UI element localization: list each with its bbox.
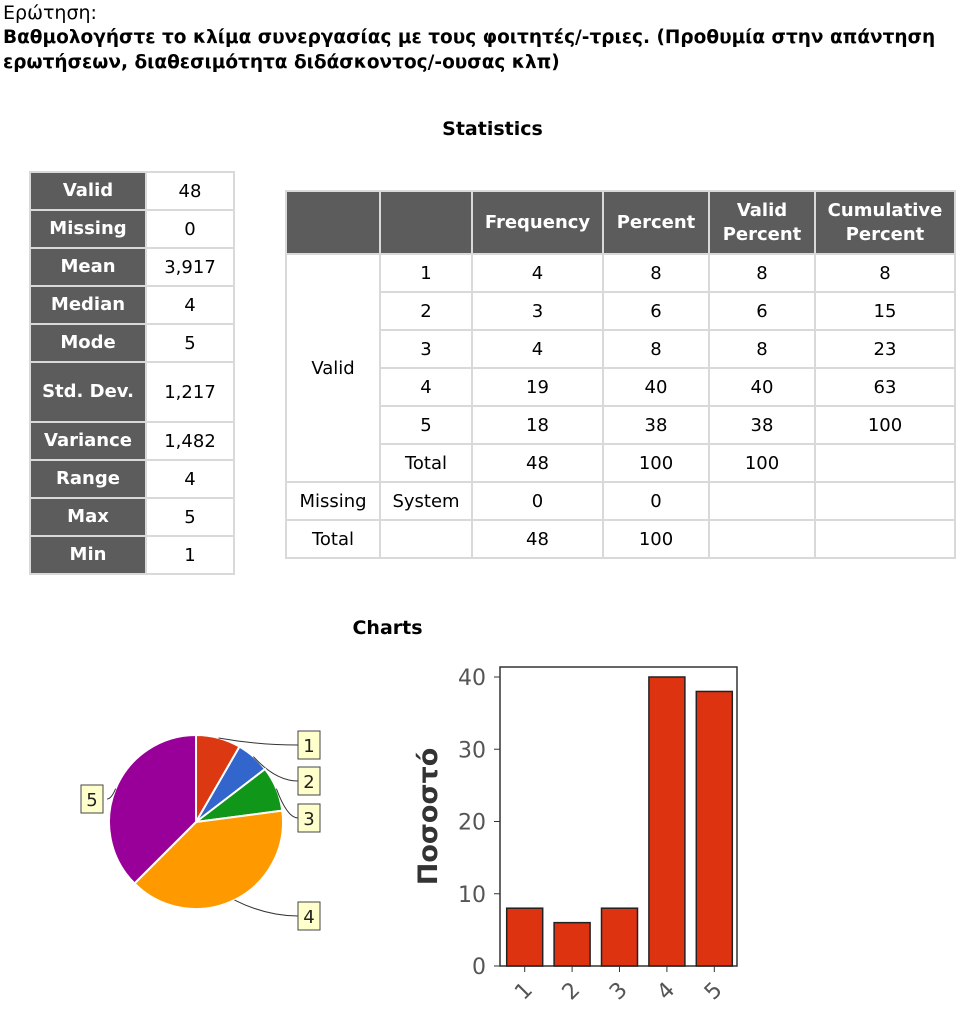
statistics-row — [30, 286, 234, 324]
frequency-header-valid-percent: Valid Percent — [709, 191, 815, 254]
frequency-cell: 40 — [603, 368, 709, 406]
y-tick-label: 30 — [458, 738, 486, 764]
bar-5 — [696, 691, 732, 966]
statistics-row — [30, 536, 234, 574]
frequency-cell: 15 — [815, 292, 955, 330]
charts-title: Charts — [352, 617, 423, 639]
pie-label: 5 — [86, 790, 98, 811]
frequency-cell: Total — [286, 520, 380, 558]
x-tick-label: 1 — [510, 977, 538, 1005]
pie-label: 4 — [303, 907, 315, 928]
frequency-cell: 100 — [603, 444, 709, 482]
statistics-value: 0 — [146, 210, 234, 248]
frequency-cell: Missing — [286, 482, 380, 520]
pie-chart — [60, 715, 360, 945]
frequency-table — [285, 190, 956, 559]
pie-label: 2 — [303, 772, 315, 793]
statistics-value: 4 — [146, 286, 234, 324]
frequency-cell: 40 — [709, 368, 815, 406]
statistics-value: 1,217 — [146, 362, 234, 422]
frequency-cell: 6 — [603, 292, 709, 330]
frequency-header-row — [286, 191, 955, 254]
frequency-cell: 4 — [472, 254, 603, 292]
y-tick-label: 20 — [458, 810, 486, 836]
frequency-header-cell — [380, 191, 472, 254]
statistics-label: Median — [30, 286, 146, 324]
frequency-cell: 48 — [472, 444, 603, 482]
frequency-row — [286, 444, 955, 482]
statistics-value: 3,917 — [146, 248, 234, 286]
frequency-cell: 38 — [709, 406, 815, 444]
statistics-label: Std. Dev. — [30, 362, 146, 422]
statistics-row — [30, 362, 234, 422]
frequency-cell: 4 — [380, 368, 472, 406]
frequency-cell — [709, 482, 815, 520]
frequency-cell: 8 — [709, 254, 815, 292]
statistics-label: Max — [30, 498, 146, 536]
frequency-group-valid: Valid — [286, 254, 380, 482]
pie-leader-line — [234, 900, 298, 916]
statistics-value: 1 — [146, 536, 234, 574]
statistics-value: 48 — [146, 172, 234, 210]
frequency-cell: Total — [380, 444, 472, 482]
frequency-cell: System — [380, 482, 472, 520]
pie-label: 3 — [303, 809, 315, 830]
frequency-cell: 100 — [709, 444, 815, 482]
frequency-cell: 0 — [603, 482, 709, 520]
bar-chart — [405, 655, 750, 1005]
statistics-row — [30, 460, 234, 498]
frequency-cell: 63 — [815, 368, 955, 406]
statistics-row — [30, 324, 234, 362]
frequency-row — [286, 330, 955, 368]
frequency-header-cumulative-percent: Cumulative Percent — [815, 191, 955, 254]
statistics-row — [30, 210, 234, 248]
frequency-cell: 5 — [380, 406, 472, 444]
frequency-cell: 8 — [709, 330, 815, 368]
statistics-title: Statistics — [442, 118, 543, 140]
frequency-cell: 4 — [472, 330, 603, 368]
frequency-cell: 19 — [472, 368, 603, 406]
bar-3 — [602, 908, 638, 966]
statistics-row — [30, 172, 234, 210]
statistics-row — [30, 248, 234, 286]
statistics-row — [30, 498, 234, 536]
frequency-cell — [709, 520, 815, 558]
statistics-label: Mode — [30, 324, 146, 362]
frequency-cell: 3 — [380, 330, 472, 368]
frequency-row — [286, 292, 955, 330]
statistics-label: Variance — [30, 422, 146, 460]
y-tick-label: 10 — [458, 882, 486, 908]
statistics-value: 5 — [146, 324, 234, 362]
statistics-value: 1,482 — [146, 422, 234, 460]
frequency-header-percent: Percent — [603, 191, 709, 254]
frequency-cell: 0 — [472, 482, 603, 520]
frequency-cell: 2 — [380, 292, 472, 330]
frequency-cell: 8 — [603, 330, 709, 368]
frequency-cell — [815, 482, 955, 520]
bar-4 — [649, 677, 685, 966]
frequency-cell: 3 — [472, 292, 603, 330]
statistics-label: Missing — [30, 210, 146, 248]
frequency-cell: 6 — [709, 292, 815, 330]
frequency-cell — [815, 444, 955, 482]
statistics-label: Range — [30, 460, 146, 498]
statistics-row — [30, 422, 234, 460]
frequency-row — [286, 406, 955, 444]
frequency-row — [286, 254, 955, 292]
frequency-cell: 18 — [472, 406, 603, 444]
statistics-label: Mean — [30, 248, 146, 286]
frequency-cell: 1 — [380, 254, 472, 292]
y-tick-label: 0 — [472, 955, 486, 980]
statistics-value: 4 — [146, 460, 234, 498]
frequency-cell: 8 — [815, 254, 955, 292]
statistics-label: Valid — [30, 172, 146, 210]
frequency-header-frequency: Frequency — [472, 191, 603, 254]
frequency-missing-row — [286, 482, 955, 520]
frequency-cell: 8 — [603, 254, 709, 292]
statistics-value: 5 — [146, 498, 234, 536]
x-tick-label: 4 — [652, 977, 681, 1005]
frequency-cell — [380, 520, 472, 558]
statistics-table — [29, 171, 235, 575]
frequency-header-cell — [286, 191, 380, 254]
x-tick-label: 5 — [699, 977, 728, 1005]
frequency-cell — [815, 520, 955, 558]
question-label: Ερώτηση: — [3, 2, 97, 24]
frequency-cell: 100 — [815, 406, 955, 444]
frequency-cell: 38 — [603, 406, 709, 444]
frequency-total-row — [286, 520, 955, 558]
frequency-cell: 23 — [815, 330, 955, 368]
x-tick-label: 2 — [557, 977, 586, 1005]
statistics-label: Min — [30, 536, 146, 574]
y-axis-label: Ποσοστό — [413, 747, 444, 886]
x-tick-label: 3 — [605, 977, 633, 1005]
bar-1 — [507, 908, 543, 966]
bar-2 — [554, 923, 590, 966]
frequency-cell: 48 — [472, 520, 603, 558]
frequency-row — [286, 368, 955, 406]
frequency-cell: 100 — [603, 520, 709, 558]
question-text: Βαθμολογήστε το κλίμα συνεργασίας με τους φοιτητές/-τριες. (Προθυμία στην απάντηση ερωτήσεων, διαθεσιμότητα διδάσκοντος/-ουσας κλπ) — [3, 27, 936, 73]
y-tick-label: 40 — [458, 666, 486, 691]
pie-label: 1 — [303, 736, 315, 757]
